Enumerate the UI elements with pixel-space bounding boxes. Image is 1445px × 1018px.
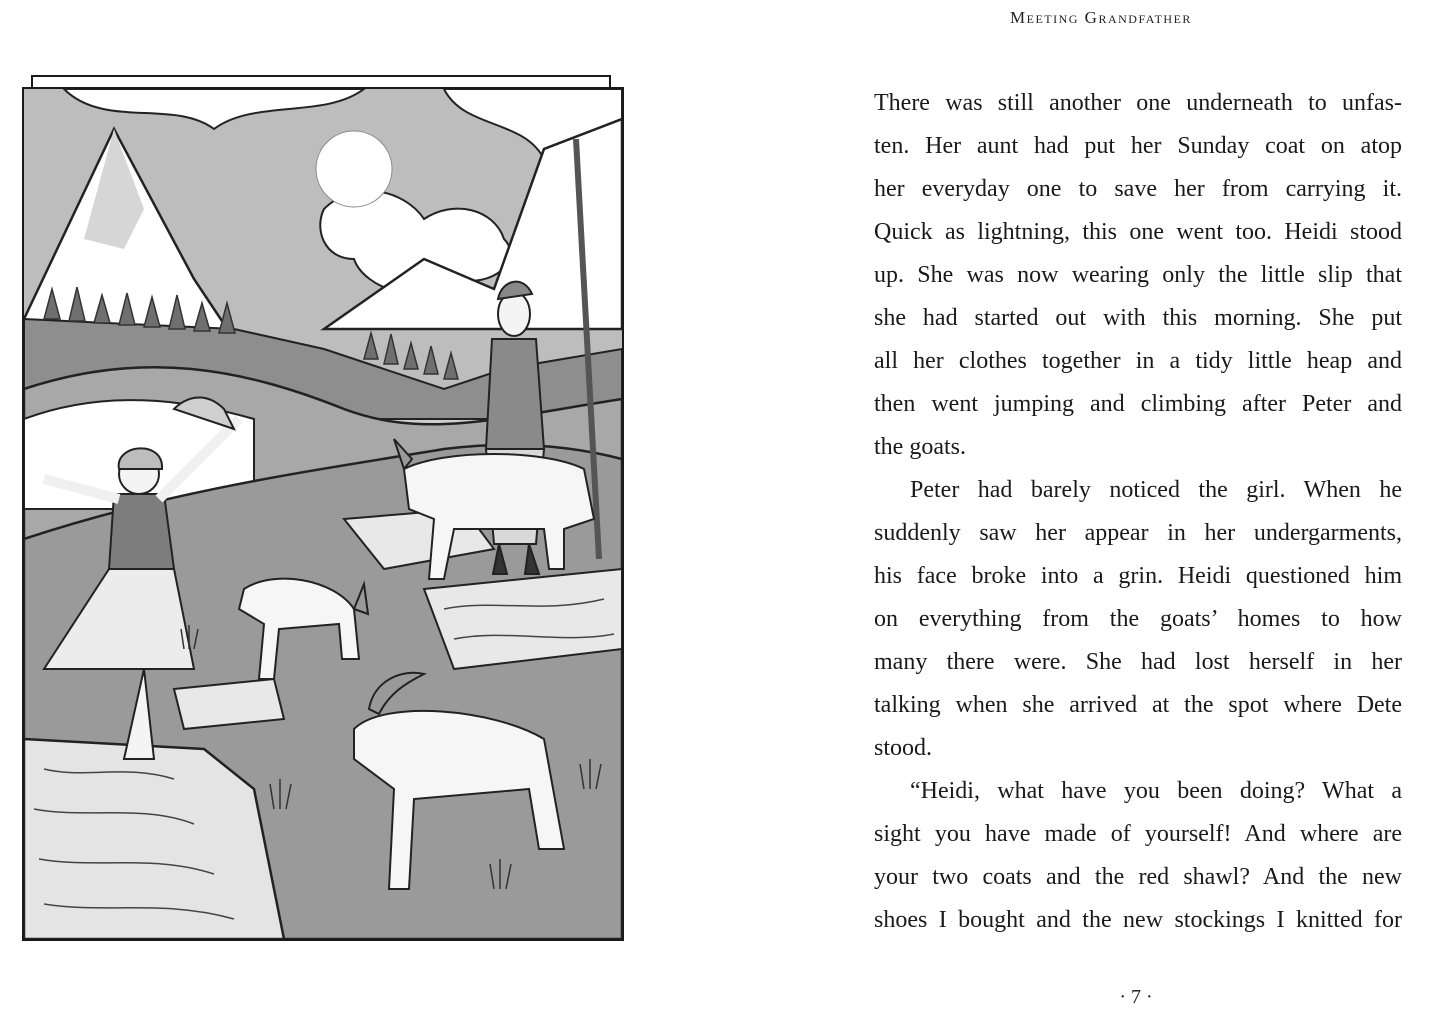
text-line: on everything from the goats’ homes to how: [874, 606, 1402, 632]
body-text: [874, 82, 1402, 942]
text-line: shoes I bought and the new stockings I knitted for: [874, 907, 1402, 933]
text-line: up. She was now wearing only the little slip that: [874, 262, 1402, 288]
text-line: ten. Her aunt had put her Sunday coat on atop: [874, 133, 1402, 159]
mountain-scene-icon: [24, 89, 622, 939]
text-line: many there were. She had lost herself in her: [874, 649, 1402, 675]
text-line: your two coats and the red shawl? And the new: [874, 864, 1402, 890]
text-line: the goats.: [874, 434, 966, 460]
text-line: Quick as lightning, this one went too. Heidi stood: [874, 219, 1402, 245]
text-line: then went jumping and climbing after Peter and: [874, 391, 1402, 417]
text-line: “Heidi, what have you been doing? What a: [910, 778, 1402, 804]
text-line: her everyday one to save her from carrying it.: [874, 176, 1402, 202]
illustration: [22, 87, 624, 941]
text-line: There was still another one underneath to unfas-: [874, 90, 1402, 116]
page-number: · 7 ·: [1119, 986, 1153, 1008]
text-line: talking when she arrived at the spot where Dete: [874, 692, 1402, 718]
text-line: all her clothes together in a tidy little heap and: [874, 348, 1402, 374]
text-line: she had started out with this morning. She put: [874, 305, 1402, 331]
text-line: suddenly saw her appear in her undergarments,: [874, 520, 1402, 546]
running-head: Meeting Grandfather: [1010, 8, 1192, 27]
text-line: Peter had barely noticed the girl. When he: [910, 477, 1402, 503]
text-line: stood.: [874, 735, 933, 761]
text-line: sight you have made of yourself! And where are: [874, 821, 1402, 847]
text-line: his face broke into a grin. Heidi questioned him: [874, 563, 1402, 589]
